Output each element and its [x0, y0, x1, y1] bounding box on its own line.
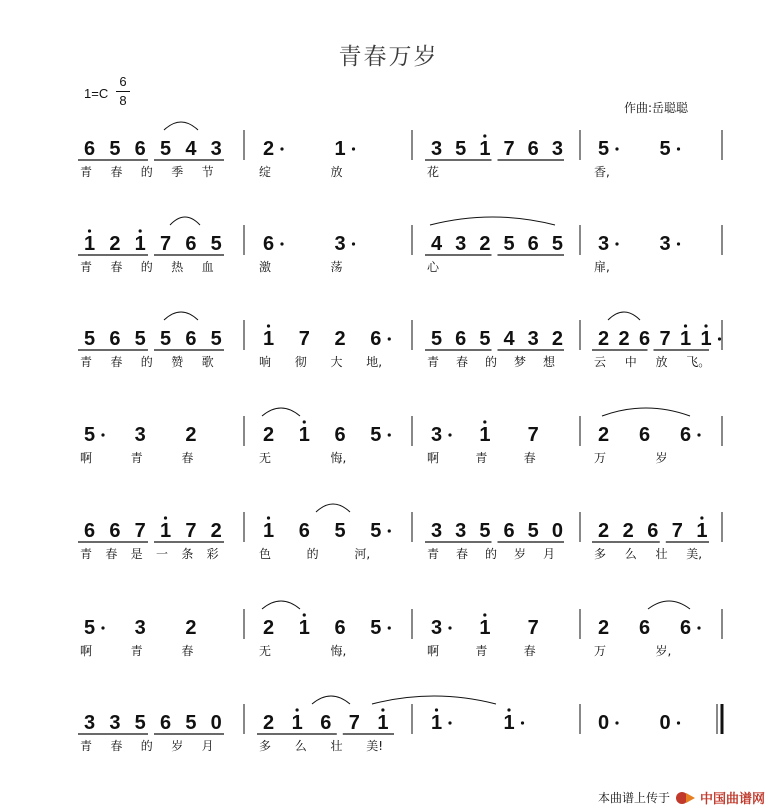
note: 0 [551, 520, 563, 542]
augmentation-dot [101, 433, 104, 436]
note: 1 [479, 424, 491, 446]
note: 2 [263, 617, 275, 639]
high-octave-dot [435, 708, 438, 711]
note: 5 [134, 712, 146, 734]
slur-arc [430, 217, 555, 225]
note: 2 [622, 520, 634, 542]
high-octave-dot [684, 324, 687, 327]
high-octave-dot [303, 420, 306, 423]
note: 7 [298, 328, 310, 350]
note: 6 [527, 233, 539, 255]
note: 6 [680, 424, 692, 446]
note: 3 [527, 328, 539, 350]
lyric-syllable: 壮 [330, 739, 343, 753]
augmentation-dot [521, 721, 524, 724]
note: 5 [84, 328, 96, 350]
note: 2 [479, 233, 491, 255]
lyric-syllable: 彩 [206, 547, 219, 561]
meter-denominator: 8 [119, 93, 127, 108]
score-line [78, 122, 722, 179]
note: 6 [527, 138, 539, 160]
lyric-syllable: 梦 [514, 355, 527, 369]
note: 2 [598, 424, 610, 446]
high-octave-dot [483, 134, 486, 137]
lyric-syllable: 万 [594, 451, 607, 465]
lyric-syllable: 青 [80, 739, 93, 753]
note: 1 [700, 328, 712, 350]
lyric-syllable: 春 [110, 739, 123, 753]
note: 4 [503, 328, 515, 350]
note: 1 [431, 712, 443, 734]
note: 2 [598, 520, 610, 542]
lyric-syllable: 热 [171, 260, 184, 274]
note: 6 [109, 328, 121, 350]
note: 3 [84, 712, 96, 734]
note: 3 [431, 138, 443, 160]
note: 5 [210, 233, 222, 255]
note: 5 [659, 138, 671, 160]
note: 5 [551, 233, 563, 255]
note: 5 [479, 328, 491, 350]
note: 5 [134, 328, 146, 350]
note: 1 [263, 520, 275, 542]
note: 6 [84, 520, 96, 542]
augmentation-dot [280, 242, 283, 245]
lyric-syllable: 血 [201, 260, 214, 274]
note: 5 [185, 712, 197, 734]
note: 3 [109, 712, 121, 734]
lyric-syllable: 想 [543, 355, 556, 369]
note: 6 [185, 328, 197, 350]
note: 7 [659, 328, 671, 350]
high-octave-dot [267, 324, 270, 327]
lyric-syllable: 青 [80, 260, 93, 274]
note: 7 [527, 424, 539, 446]
slur-arc [170, 217, 200, 225]
score-line [80, 601, 722, 658]
lyric-syllable: 青 [80, 355, 93, 369]
note: 3 [431, 520, 443, 542]
lyric-syllable: 啊 [427, 644, 440, 658]
lyric-syllable: 歌 [201, 355, 214, 369]
lyric-syllable: 扉, [594, 260, 610, 274]
note: 3 [551, 138, 563, 160]
lyric-syllable: 岁, [655, 644, 672, 658]
note: 2 [263, 138, 275, 160]
lyric-syllable: 万 [594, 644, 607, 658]
note: 5 [370, 424, 382, 446]
site-name: 中国曲谱网 [699, 792, 765, 807]
lyric-syllable: 香, [594, 165, 610, 179]
lyric-syllable: 赞 [171, 355, 184, 369]
note: 2 [109, 233, 121, 255]
lyric-syllable: 啊 [80, 644, 93, 658]
note: 5 [160, 138, 172, 160]
slur-arc [602, 408, 690, 416]
lyric-syllable: 彻 [294, 355, 307, 369]
high-octave-dot [296, 708, 299, 711]
note: 0 [210, 712, 222, 734]
augmentation-dot [388, 433, 391, 436]
lyric-syllable: 悔, [330, 451, 347, 465]
note: 5 [431, 328, 443, 350]
note: 5 [334, 520, 346, 542]
slur-arc [316, 504, 350, 512]
lyric-syllable: 是 [130, 547, 143, 561]
slur-arc [262, 408, 300, 416]
note: 3 [134, 617, 146, 639]
lyric-syllable: 的 [140, 260, 153, 274]
lyric-syllable: 春 [110, 355, 123, 369]
lyric-syllable: 青 [427, 355, 440, 369]
note: 6 [320, 712, 332, 734]
slur-arc [312, 696, 350, 704]
note: 6 [370, 328, 382, 350]
lyric-syllable: 岁 [171, 739, 184, 753]
note: 1 [479, 617, 491, 639]
note: 2 [618, 328, 630, 350]
note: 0 [659, 712, 671, 734]
high-octave-dot [483, 613, 486, 616]
lyric-syllable: 花 [427, 165, 440, 179]
lyric-syllable: 的 [306, 547, 319, 561]
lyric-syllable: 悔, [330, 644, 347, 658]
high-octave-dot [267, 516, 270, 519]
lyric-syllable: 荡 [330, 260, 343, 274]
note: 7 [503, 138, 515, 160]
note: 5 [84, 617, 96, 639]
note: 7 [527, 617, 539, 639]
lyric-syllable: 的 [485, 355, 498, 369]
note: 6 [185, 233, 197, 255]
lyric-syllable: 条 [181, 547, 194, 561]
note: 2 [598, 328, 610, 350]
note: 3 [134, 424, 146, 446]
note: 2 [185, 617, 197, 639]
augmentation-dot [697, 626, 700, 629]
note: 5 [210, 328, 222, 350]
lyric-syllable: 春 [181, 644, 194, 658]
lyric-syllable: 多 [259, 739, 272, 753]
note: 1 [503, 712, 515, 734]
note: 5 [109, 138, 121, 160]
note: 1 [298, 617, 310, 639]
lyric-syllable: 春 [105, 547, 118, 561]
augmentation-dot [352, 147, 355, 150]
lyric-syllable: 地, [366, 355, 383, 369]
augmentation-dot [677, 147, 680, 150]
lyric-syllable: 青 [475, 451, 488, 465]
note: 7 [185, 520, 197, 542]
lyric-syllable: 中 [624, 355, 637, 369]
site-logo-icon [674, 790, 696, 806]
slur-arc [608, 312, 640, 320]
lyric-syllable: 多 [594, 547, 607, 561]
high-octave-dot [164, 516, 167, 519]
high-octave-dot [139, 229, 142, 232]
augmentation-dot [448, 721, 451, 724]
note: 6 [647, 520, 659, 542]
note: 3 [431, 424, 443, 446]
lyric-syllable: 春 [110, 260, 123, 274]
slur-arc [648, 601, 690, 609]
note: 6 [639, 328, 651, 350]
slur-arc [164, 122, 198, 130]
note: 7 [348, 712, 360, 734]
note: 3 [659, 233, 671, 255]
lyric-syllable: 节 [201, 165, 214, 179]
high-octave-dot [88, 229, 91, 232]
footer-credit [598, 788, 765, 807]
note: 5 [503, 233, 515, 255]
note: 3 [455, 233, 467, 255]
lyric-syllable: 河, [354, 547, 371, 561]
lyric-syllable: 一 [156, 547, 169, 561]
note: 6 [84, 138, 96, 160]
lyric-syllable: 青 [80, 547, 93, 561]
lyric-syllable: 心 [427, 260, 440, 274]
lyric-syllable: 春 [523, 644, 536, 658]
lyric-syllable: 青 [427, 547, 440, 561]
lyric-syllable: 放 [655, 355, 668, 369]
lyric-syllable: 春 [523, 451, 536, 465]
note: 1 [298, 424, 310, 446]
note: 2 [551, 328, 563, 350]
lyric-syllable: 月 [543, 547, 556, 561]
lyric-syllable: 青 [130, 451, 143, 465]
lyric-syllable: 的 [485, 547, 498, 561]
note: 5 [527, 520, 539, 542]
score-line [78, 696, 722, 753]
note: 6 [263, 233, 275, 255]
note: 1 [160, 520, 172, 542]
lyric-syllable: 青 [475, 644, 488, 658]
note: 5 [84, 424, 96, 446]
lyric-syllable: 无 [259, 451, 272, 465]
note: 7 [671, 520, 683, 542]
note: 5 [160, 328, 172, 350]
augmentation-dot [718, 337, 721, 340]
note: 2 [185, 424, 197, 446]
note: 1 [291, 712, 303, 734]
augmentation-dot [388, 529, 391, 532]
note: 1 [263, 328, 275, 350]
augmentation-dot [697, 433, 700, 436]
lyric-syllable: 啊 [80, 451, 93, 465]
augmentation-dot [388, 337, 391, 340]
score-line [78, 217, 722, 274]
note: 3 [455, 520, 467, 542]
lyric-syllable: 春 [456, 547, 469, 561]
note: 3 [431, 617, 443, 639]
augmentation-dot [615, 721, 618, 724]
note: 3 [598, 233, 610, 255]
high-octave-dot [700, 516, 703, 519]
lyric-syllable: 放 [330, 165, 343, 179]
lyric-syllable: 无 [259, 644, 272, 658]
note: 1 [134, 233, 146, 255]
note: 6 [639, 424, 651, 446]
slur-arc [164, 312, 198, 320]
note: 7 [160, 233, 172, 255]
lyric-syllable: 么 [294, 739, 307, 753]
note: 1 [479, 138, 491, 160]
note: 3 [334, 233, 346, 255]
slur-arc [372, 696, 496, 704]
note: 1 [377, 712, 389, 734]
lyric-syllable: 季 [171, 165, 184, 179]
note: 6 [334, 424, 346, 446]
note: 6 [639, 617, 651, 639]
augmentation-dot [677, 721, 680, 724]
note: 7 [134, 520, 146, 542]
note: 6 [455, 328, 467, 350]
note: 6 [134, 138, 146, 160]
augmentation-dot [101, 626, 104, 629]
composer-credit: 作曲:岳聪聪 [624, 101, 689, 115]
lyric-syllable: 春 [181, 451, 194, 465]
note: 0 [598, 712, 610, 734]
lyric-syllable: 春 [110, 165, 123, 179]
note: 1 [680, 328, 692, 350]
augmentation-dot [448, 626, 451, 629]
note: 5 [479, 520, 491, 542]
augmentation-dot [677, 242, 680, 245]
augmentation-dot [448, 433, 451, 436]
note: 5 [598, 138, 610, 160]
high-octave-dot [483, 420, 486, 423]
lyric-syllable: 大 [330, 355, 343, 369]
lyric-syllable: 色 [259, 547, 272, 561]
lyric-syllable: 青 [80, 165, 93, 179]
note: 5 [370, 617, 382, 639]
augmentation-dot [280, 147, 283, 150]
augmentation-dot [615, 147, 618, 150]
lyric-syllable: 响 [259, 355, 272, 369]
lyric-syllable: 壮 [655, 547, 668, 561]
meter-numerator: 6 [119, 74, 127, 89]
note: 4 [185, 138, 197, 160]
lyric-syllable: 云 [594, 355, 607, 369]
augmentation-dot [388, 626, 391, 629]
note: 2 [263, 712, 275, 734]
note: 6 [334, 617, 346, 639]
lyric-syllable: 月 [201, 739, 214, 753]
augmentation-dot [352, 242, 355, 245]
slur-arc [262, 601, 300, 609]
note: 2 [263, 424, 275, 446]
note: 4 [431, 233, 443, 255]
lyric-syllable: 岁 [655, 451, 668, 465]
lyric-syllable: 啊 [427, 451, 440, 465]
lyric-syllable: 春 [456, 355, 469, 369]
note: 6 [503, 520, 515, 542]
lyric-syllable: 美, [686, 547, 703, 561]
lyric-syllable: 激 [259, 260, 272, 274]
note: 2 [334, 328, 346, 350]
note: 1 [334, 138, 346, 160]
high-octave-dot [704, 324, 707, 327]
lyric-syllable: 么 [624, 547, 637, 561]
note: 3 [210, 138, 222, 160]
lyric-syllable: 青 [130, 644, 143, 658]
song-title: 青春万岁 [338, 44, 439, 70]
high-octave-dot [381, 708, 384, 711]
score-line [78, 504, 722, 561]
key-signature: 1=C [84, 86, 109, 101]
note: 1 [84, 233, 96, 255]
lyric-syllable: 美! [366, 739, 384, 753]
note: 2 [598, 617, 610, 639]
score-line [78, 312, 722, 369]
high-octave-dot [303, 613, 306, 616]
lyric-syllable: 岁 [514, 547, 527, 561]
note: 5 [370, 520, 382, 542]
note: 6 [109, 520, 121, 542]
note: 6 [160, 712, 172, 734]
lyric-syllable: 绽 [259, 165, 272, 179]
lyric-syllable: 的 [140, 739, 153, 753]
uploaded-label: 本曲谱上传于 [597, 791, 670, 805]
note: 5 [455, 138, 467, 160]
lyric-syllable: 的 [140, 165, 153, 179]
note: 6 [298, 520, 310, 542]
lyric-syllable: 飞。 [686, 355, 711, 369]
score-line [80, 408, 722, 465]
note: 6 [680, 617, 692, 639]
lyric-syllable: 的 [140, 355, 153, 369]
note: 1 [696, 520, 708, 542]
high-octave-dot [507, 708, 510, 711]
augmentation-dot [615, 242, 618, 245]
note: 2 [210, 520, 222, 542]
